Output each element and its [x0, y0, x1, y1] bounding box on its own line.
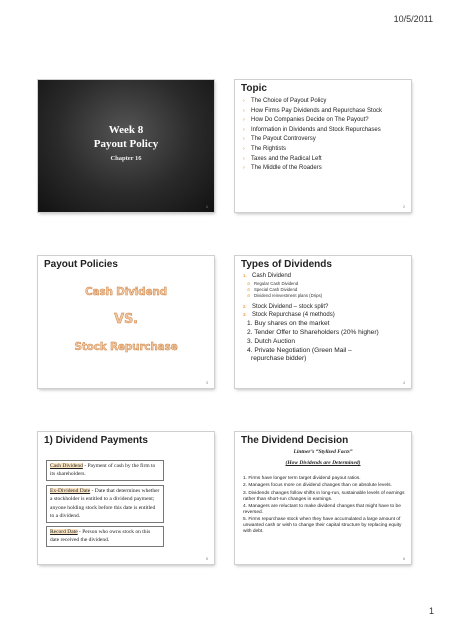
- slide-number: 4: [403, 381, 405, 385]
- repurchase-method: 2. Tender Offer to Shareholders (20% higher): [247, 329, 379, 336]
- arrow-bullet-icon: ›: [243, 107, 245, 114]
- slide-1-title: Week 8: [108, 124, 144, 136]
- stock-repurchase-wordart: Stock Repurchase: [74, 341, 178, 353]
- dividend-subtype: ⊙ Special Cash Dividend: [247, 287, 298, 292]
- lintner-facts-list: [243, 476, 407, 536]
- slide-number: 2: [403, 205, 405, 209]
- definition-box: Record Date - Person who owns stock on this date received the dividend.: [46, 526, 164, 547]
- arrow-bullet-icon: ›: [243, 126, 245, 133]
- slide-1-subtitle: Payout Policy: [93, 138, 159, 150]
- slide-6-subtitle: Lintner’s “Stylized Facts”: [293, 449, 353, 455]
- slide-5-title: 1) Dividend Payments: [44, 435, 148, 446]
- cash-dividend-wordart: Cash Dividend: [85, 286, 167, 298]
- arrow-bullet-icon: ›: [243, 117, 245, 124]
- slide-2: [235, 80, 411, 212]
- definition-box: Ex-Dividend Date - Date that determines whether a stockholder is entitled to a dividend payment; anyone holding stock before this date is entitled to a dividend.: [46, 485, 164, 523]
- arrow-bullet-icon: ›: [243, 145, 245, 152]
- repurchase-method-continued: repurchase bidder): [251, 355, 307, 362]
- slide-6-subtitle-2: (How Dividends are Determined): [285, 460, 361, 466]
- dividend-type-1: 1. Cash Dividend: [243, 273, 292, 279]
- vs-wordart: VS.: [114, 312, 138, 327]
- dividend-subtype: ⊙ Regular Cash Dividend: [247, 281, 299, 286]
- topic-item: › Taxes and the Radical Left: [243, 155, 382, 165]
- topic-item: › The Rightists: [243, 145, 382, 155]
- slide-3-title: Payout Policies: [44, 259, 118, 270]
- dividend-type-2: 2. Stock Dividend – stock split?: [243, 304, 329, 310]
- fact-item: 2. Managers focus more on dividend changes than on absolute levels.: [243, 483, 392, 489]
- page-date: 10/5/2011: [393, 14, 433, 24]
- topic-item: › How Do Companies Decide on The Payout?: [243, 116, 382, 126]
- page-number: 1: [428, 606, 434, 616]
- slide-6-title: The Dividend Decision: [241, 435, 349, 446]
- topic-item: › How Firms Pay Dividends and Repurchase Stock: [243, 107, 382, 117]
- slide-1-chapter: Chapter 16: [110, 155, 142, 162]
- slide-2-title: Topic: [241, 83, 267, 94]
- slide-number: 6: [403, 557, 405, 561]
- slide-3: [38, 256, 214, 388]
- topic-item: › The Choice of Payout Policy: [243, 97, 382, 107]
- fact-item: 1. Firms have longer term target dividend payout ratios.: [243, 476, 361, 481]
- dividend-subtype: ⊙ Dividend reinvestment plans (Drips): [247, 293, 323, 298]
- topic-item: › The Payout Controversy: [243, 135, 382, 145]
- dividend-type-3: 3. Stock Repurchase (4 methods): [243, 312, 335, 318]
- repurchase-method: 3. Dutch Auction: [247, 338, 296, 345]
- fact-item: 3. Dividends changes follow shifts in long-run, sustainable levels of earnings rather than short-run changes in earnings.: [243, 490, 405, 502]
- fact-item: 4. Managers are reluctant to make dividend changes that might have to be reversed.: [243, 503, 401, 515]
- arrow-bullet-icon: ›: [243, 165, 245, 172]
- arrow-bullet-icon: ›: [243, 155, 245, 162]
- topic-item: › The Middle of the Roaders: [243, 164, 382, 174]
- repurchase-method: 4. Private Negotiation (Green Mail –: [247, 347, 352, 354]
- topic-list: [243, 97, 382, 174]
- arrow-bullet-icon: ›: [243, 98, 245, 104]
- slide-6: [235, 432, 411, 564]
- slide-number: 3: [206, 381, 208, 385]
- arrow-bullet-icon: ›: [243, 136, 245, 143]
- fact-item: 5. Firms repurchase stock when they have accumulated a large amount of unwanted cash or wish to change their capital structure by replacing equity with debt.: [243, 517, 402, 535]
- slide-number: 1: [206, 205, 208, 209]
- slide-4-title: Types of Dividends: [241, 259, 332, 270]
- slide-5: [38, 432, 214, 564]
- slide-number: 5: [206, 557, 208, 561]
- topic-item: › Information in Dividends and Stock Repurchases: [243, 126, 382, 136]
- definition-box: Cash Dividend - Payment of cash by the firm to its shareholders.: [46, 460, 164, 481]
- slide-1: [38, 80, 214, 212]
- slide-4: [235, 256, 411, 388]
- repurchase-method: 1. Buy shares on the market: [247, 320, 330, 327]
